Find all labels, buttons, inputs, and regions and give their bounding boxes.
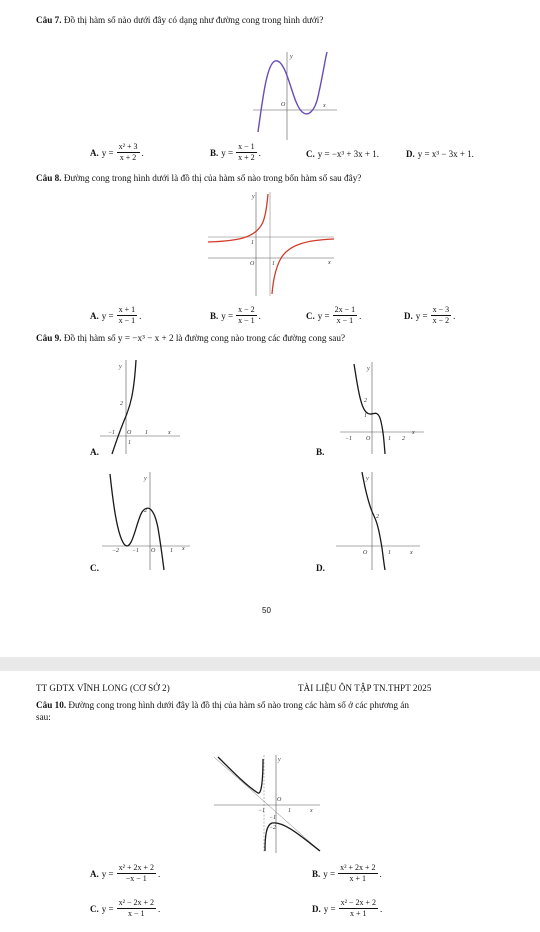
q10-option-c[interactable] — [90, 898, 160, 919]
option-prefix: y = — [221, 147, 234, 158]
q9-option-d-label[interactable] — [316, 562, 325, 574]
curve-left-branch — [218, 757, 263, 793]
origin-label: O — [366, 436, 371, 442]
numerator: 2x − 1 — [334, 305, 356, 314]
option-suffix: . — [158, 868, 161, 879]
option-prefix: y = — [101, 903, 114, 914]
denominator: x + 1 — [349, 874, 367, 883]
origin-label: O — [277, 797, 282, 803]
one-x-label: 1 — [388, 550, 391, 556]
numerator: x² + 2x + 2 — [340, 863, 376, 872]
option-letter: C. — [306, 149, 315, 159]
origin-label: O — [127, 430, 132, 436]
question-8 — [36, 172, 361, 184]
q10-option-b[interactable] — [312, 863, 382, 884]
origin-label: O — [281, 102, 286, 108]
minus-one-label: −1 — [108, 430, 116, 436]
origin-label: O — [250, 261, 255, 267]
option-prefix: y = — [221, 310, 234, 321]
q7-option-b[interactable] — [210, 142, 261, 163]
one-x-label: 1 — [288, 808, 291, 814]
x-label: x — [412, 430, 415, 436]
denominator: x − 1 — [336, 316, 354, 325]
q7-option-d[interactable] — [406, 148, 474, 160]
one-label: 1 — [364, 413, 367, 419]
question-label: Câu 8. — [36, 173, 62, 183]
x-label: x — [328, 260, 331, 266]
numerator: x + 1 — [118, 305, 136, 314]
option-suffix: . — [380, 903, 383, 914]
two-label: 2 — [376, 514, 379, 520]
two-label: 2 — [364, 398, 367, 404]
q8-option-a[interactable] — [90, 305, 141, 326]
option-letter: D. — [404, 310, 413, 321]
option-prefix: y = — [101, 310, 114, 321]
slant-asymptote — [214, 757, 320, 851]
numerator: x² − 2x + 2 — [340, 898, 376, 907]
question-10 — [36, 699, 409, 711]
minus-two-y-label: −2 — [269, 825, 277, 831]
y-label: y — [252, 194, 255, 200]
x-label: x — [182, 546, 185, 552]
option-letter: B. — [210, 147, 219, 158]
q9-graph-d[interactable] — [336, 472, 420, 570]
page-2 — [0, 671, 540, 932]
option-suffix: . — [158, 903, 161, 914]
one-x-label: 1 — [388, 436, 391, 442]
question-label: Câu 10. — [36, 700, 67, 710]
option-prefix: y = — [101, 868, 114, 879]
q9-graph-a[interactable] — [100, 360, 180, 454]
option-letter: D. — [316, 563, 325, 573]
y-label: y — [290, 54, 293, 60]
header-left: TT GDTX VĨNH LONG (CƠ SỞ 2) — [36, 683, 170, 693]
q10-graph — [214, 755, 320, 853]
option-suffix: . — [359, 310, 362, 321]
one-x-label: 1 — [145, 430, 148, 436]
option-prefix: y = — [101, 147, 114, 158]
option-letter: B. — [316, 447, 325, 457]
page-separator — [0, 657, 540, 671]
origin-label: O — [363, 550, 368, 556]
option-prefix: y = — [323, 903, 336, 914]
two-label: 2 — [144, 508, 147, 514]
option-prefix: y = — [415, 310, 428, 321]
q8-option-d[interactable] — [404, 305, 455, 326]
option-letter: C. — [90, 903, 99, 914]
q10-option-a[interactable] — [90, 863, 160, 884]
option-letter: D. — [406, 149, 415, 159]
x-label: x — [323, 103, 326, 109]
option-fraction — [339, 898, 378, 919]
minus-one-label: −1 — [345, 436, 353, 442]
question-9 — [36, 332, 345, 344]
option-suffix: . — [453, 310, 456, 321]
q9-option-c-label[interactable] — [90, 562, 99, 574]
option-letter: A. — [90, 147, 99, 158]
q10-option-d[interactable] — [312, 898, 382, 919]
page-number: 50 — [262, 606, 271, 615]
origin-label: O — [151, 548, 156, 554]
question-label: Câu 7. — [36, 15, 62, 25]
option-letter: A. — [90, 447, 99, 457]
q9-graph-c[interactable] — [102, 472, 190, 570]
option-suffix: . — [258, 147, 261, 158]
y-label: y — [278, 757, 281, 763]
numerator: x² + 3 — [118, 142, 138, 151]
minus-one-x-label: −1 — [258, 808, 266, 814]
q7-option-c[interactable] — [306, 148, 379, 160]
one-x-label: 1 — [170, 548, 173, 554]
option-prefix: y = — [317, 310, 330, 321]
minus-one-label: −1 — [132, 548, 140, 554]
question-text: Đường cong trong hình dưới đây là đồ thị của hàm số nào trong các hàm số ở các phương án — [68, 700, 409, 710]
minus-two-label: −2 — [112, 548, 120, 554]
q9-option-a-label[interactable] — [90, 446, 99, 458]
q9-option-b-label[interactable] — [316, 446, 324, 458]
option-fraction — [117, 305, 138, 326]
denominator: x + 2 — [119, 153, 137, 162]
option-suffix: . — [139, 310, 142, 321]
q9-graph-b[interactable] — [340, 362, 424, 454]
q8-option-b[interactable] — [210, 305, 261, 326]
numerator: x − 2 — [238, 305, 255, 314]
q7-graph — [253, 52, 337, 140]
question-10-line-2: sau: — [36, 712, 51, 722]
option-fraction — [117, 142, 140, 163]
y-one-label: 1 — [251, 240, 254, 246]
y-label: y — [144, 476, 147, 482]
numerator: x² − 2x + 2 — [118, 898, 154, 907]
option-suffix: . — [141, 147, 144, 158]
option-letter: C. — [306, 310, 315, 321]
option-expression: y = −x³ + 3x + 1. — [317, 149, 380, 159]
curve — [258, 52, 327, 132]
option-fraction — [117, 898, 156, 919]
option-letter: B. — [210, 310, 219, 321]
option-fraction — [431, 305, 452, 326]
question-text: Đồ thị hàm số nào dưới đây có dạng như đường cong trong hình dưới? — [63, 15, 324, 25]
option-letter: A. — [90, 310, 99, 321]
denominator: x − 1 — [238, 316, 255, 325]
denominator: x + 1 — [350, 909, 367, 918]
q7-option-a[interactable] — [90, 142, 144, 163]
denominator: x − 1 — [118, 316, 136, 325]
denominator: x − 2 — [432, 316, 450, 325]
option-fraction — [333, 305, 358, 326]
question-text: Đồ thị hàm số y = −x³ − x + 2 là đường cong nào trong các đường cong sau? — [63, 333, 346, 343]
question-text: Đường cong trong hình dưới là đồ thị của hàm số nào trong bốn hàm số sau đây? — [63, 173, 362, 183]
option-suffix: . — [379, 868, 382, 879]
option-fraction — [236, 142, 257, 163]
q8-graph — [208, 192, 334, 296]
header-right: TÀI LIỆU ÔN TẬP TN.THPT 2025 — [298, 683, 432, 693]
y-label: y — [119, 364, 122, 370]
question-7 — [36, 14, 323, 26]
x-one-label: 1 — [272, 261, 275, 267]
numerator: x² + 2x + 2 — [118, 863, 154, 872]
denominator: −x − 1 — [125, 874, 147, 883]
numerator: x − 1 — [238, 142, 255, 151]
denominator: x − 1 — [128, 909, 145, 918]
option-fraction — [236, 305, 257, 326]
option-fraction — [338, 863, 377, 884]
x-label: x — [168, 430, 171, 436]
minus-one-y-label: −1 — [269, 815, 277, 821]
option-letter: A. — [90, 868, 99, 879]
numerator: x − 3 — [432, 305, 450, 314]
two-x-label: 2 — [402, 436, 405, 442]
curve — [110, 474, 164, 570]
denominator: x + 2 — [238, 153, 255, 162]
x-label: x — [410, 550, 413, 556]
q8-option-c[interactable] — [306, 305, 361, 326]
curve-right-branch — [272, 239, 334, 294]
curve — [112, 360, 136, 454]
option-letter: C. — [90, 563, 99, 573]
option-fraction — [117, 863, 156, 884]
option-prefix: y = — [323, 868, 336, 879]
curve-left-branch — [208, 194, 268, 242]
option-letter: B. — [312, 868, 321, 879]
option-suffix: . — [258, 310, 261, 321]
y-label: y — [366, 476, 369, 482]
question-label: Câu 9. — [36, 333, 62, 343]
one-y-label: 1 — [128, 440, 131, 446]
two-label: 2 — [120, 401, 123, 407]
y-label: y — [367, 366, 370, 372]
option-expression: y = x³ − 3x + 1. — [417, 149, 474, 159]
option-letter: D. — [312, 903, 321, 914]
x-label: x — [310, 808, 313, 814]
